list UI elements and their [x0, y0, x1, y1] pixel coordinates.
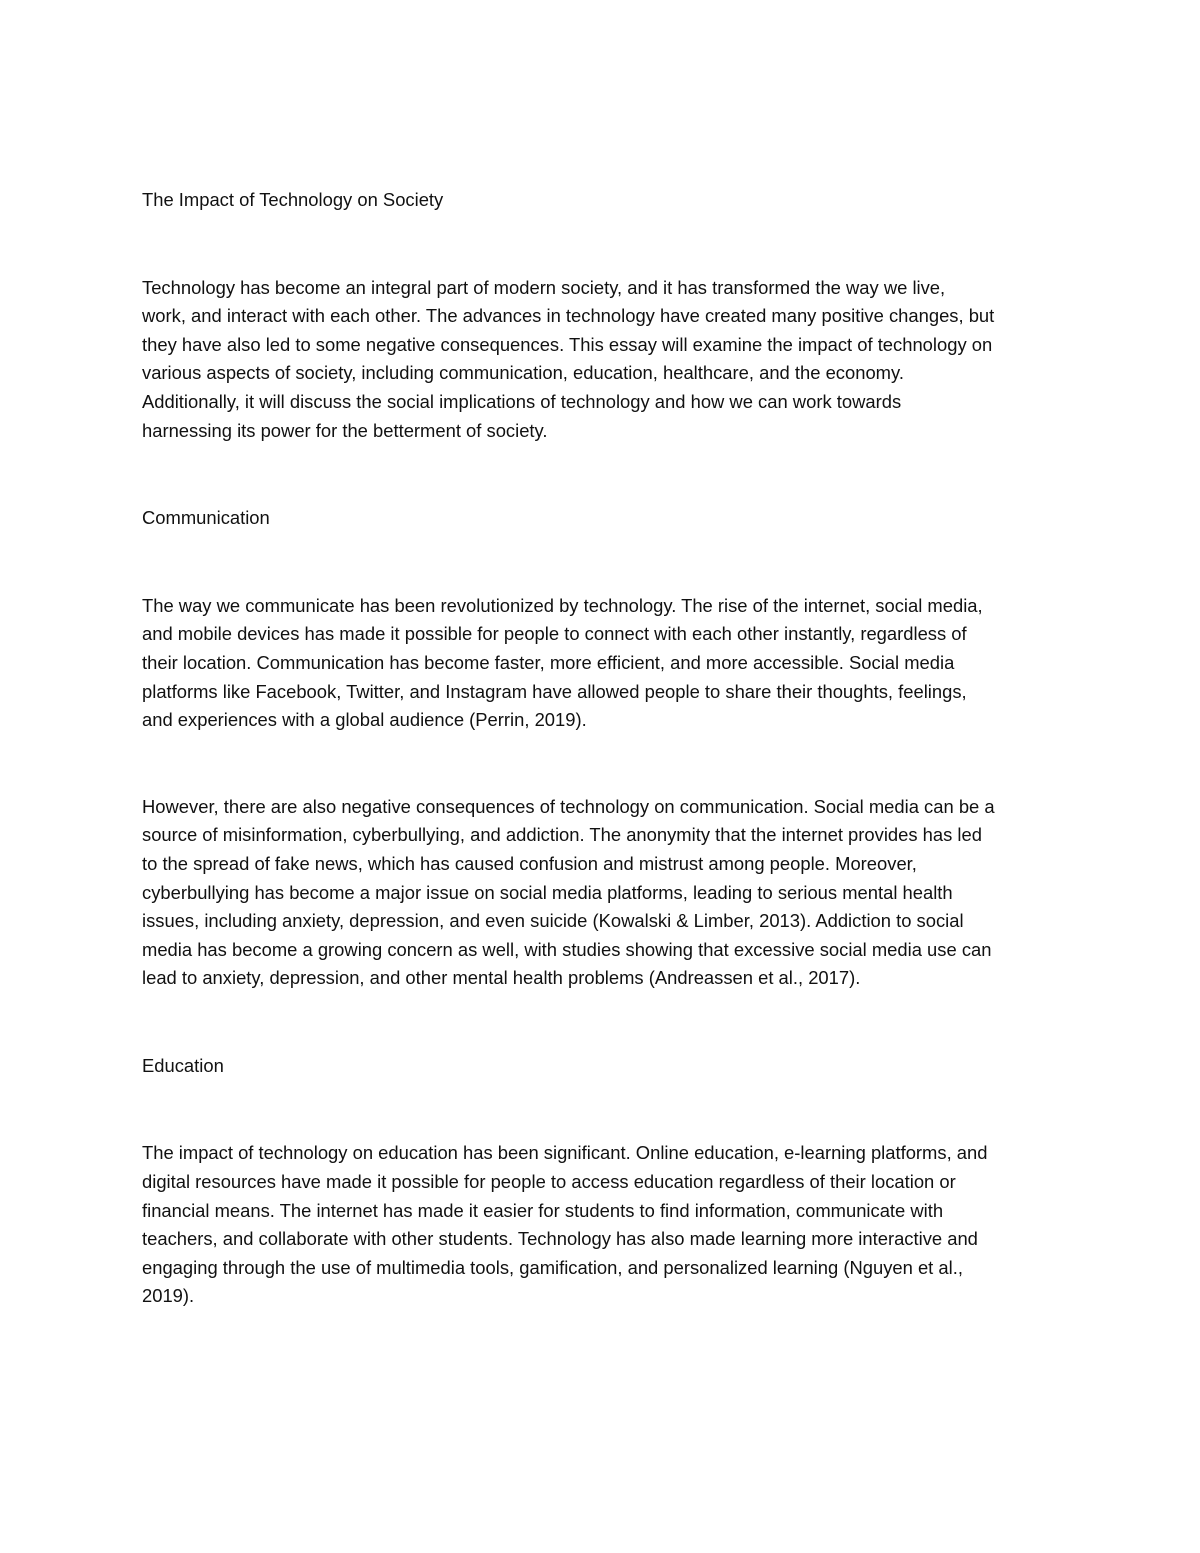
- communication-paragraph-1: [142, 592, 1067, 735]
- paragraph-line: media has become a growing concern as well, with studies showing that excessive social media use can: [142, 938, 992, 960]
- paragraph-line: platforms like Facebook, Twitter, and Instagram have allowed people to share their thoughts, feelings,: [142, 680, 967, 702]
- paragraph-line: engaging through the use of multimedia tools, gamification, and personalized learning (Nguyen et al.,: [142, 1256, 963, 1278]
- paragraph-line: However, there are also negative consequences of technology on communication. Social media can be a: [142, 795, 995, 817]
- paragraph-line: to the spread of fake news, which has caused confusion and mistrust among people. Moreover,: [142, 852, 917, 874]
- heading-text: Communication: [142, 507, 270, 529]
- paragraph-line: they have also led to some negative consequences. This essay will examine the impact of technology on: [142, 333, 993, 355]
- document-title: [142, 186, 1067, 215]
- heading-text: Education: [142, 1054, 224, 1076]
- paragraph-line: 2019).: [142, 1285, 195, 1307]
- education-paragraph-1: [142, 1139, 1067, 1311]
- paragraph-line: The impact of technology on education has been significant. Online education, e-learning platforms, and: [142, 1142, 988, 1164]
- section-heading-communication: [142, 504, 1067, 533]
- paragraph-line: source of misinformation, cyberbullying, and addiction. The anonymity that the internet provides has led: [142, 824, 982, 846]
- paragraph-line: various aspects of society, including communication, education, healthcare, and the economy.: [142, 362, 904, 384]
- intro-paragraph: [142, 274, 1067, 446]
- paragraph-line: cyberbullying has become a major issue on social media platforms, leading to serious mental health: [142, 881, 953, 903]
- document-body: [142, 186, 1067, 1311]
- title-text: The Impact of Technology on Society: [142, 189, 444, 210]
- paragraph-line: work, and interact with each other. The advances in technology have created many positive changes, but: [142, 305, 995, 327]
- paragraph-line: and experiences with a global audience (Perrin, 2019).: [142, 709, 587, 731]
- paragraph-line: digital resources have made it possible for people to access education regardless of their location or: [142, 1171, 956, 1193]
- paragraph-line: issues, including anxiety, depression, and even suicide (Kowalski & Limber, 2013). Addiction to social: [142, 910, 964, 932]
- communication-paragraph-2: [142, 793, 1067, 993]
- paragraph-line: their location. Communication has become faster, more efficient, and more accessible. Social media: [142, 651, 955, 673]
- paragraph-line: Technology has become an integral part of modern society, and it has transformed the way we live,: [142, 276, 946, 298]
- paragraph-line: Additionally, it will discuss the social implications of technology and how we can work towards: [142, 390, 902, 412]
- paragraph-line: and mobile devices has made it possible for people to connect with each other instantly, regardless of: [142, 623, 967, 645]
- paragraph-line: The way we communicate has been revolutionized by technology. The rise of the internet, social media,: [142, 594, 983, 616]
- section-heading-education: [142, 1052, 1067, 1081]
- paragraph-line: harnessing its power for the betterment of society.: [142, 419, 548, 441]
- paragraph-line: teachers, and collaborate with other students. Technology has also made learning more interactive and: [142, 1228, 978, 1250]
- paragraph-line: financial means. The internet has made it easier for students to find information, communicate with: [142, 1199, 944, 1221]
- paragraph-line: lead to anxiety, depression, and other mental health problems (Andreassen et al., 2017).: [142, 967, 861, 989]
